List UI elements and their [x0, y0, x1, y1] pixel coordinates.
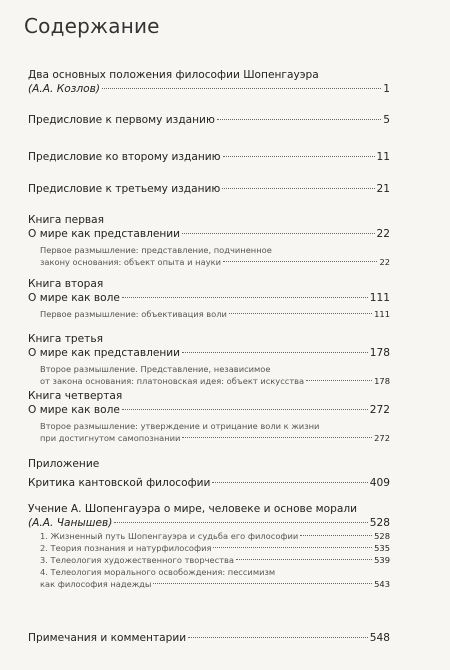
page-number: 21 — [376, 183, 390, 195]
toc-entry-chanyshev — [28, 503, 390, 618]
toc-entry-text: Примечания и комментарии — [28, 632, 187, 644]
page-number: 409 — [369, 477, 390, 489]
page-number: 22 — [379, 257, 390, 267]
leader-dots — [102, 88, 381, 89]
toc-entry-text: Учение А. Шопенгауэра о мире, человеке и основе морали — [28, 503, 358, 515]
leader-dots — [153, 583, 372, 584]
toc-book-3 — [28, 333, 390, 385]
page-number: 528 — [374, 531, 390, 541]
toc-entry-text: Предисловие к первому изданию — [28, 114, 215, 126]
sub-entry-text: Первое размышление: объективация воли — [40, 309, 227, 319]
leader-dots — [212, 482, 367, 483]
book-heading: Книга третья — [28, 333, 103, 345]
leader-dots — [188, 637, 368, 638]
leader-dots — [122, 409, 368, 410]
leader-dots — [223, 261, 377, 262]
sub-entry-text: Второе размышление. Представление, независимое — [40, 364, 271, 374]
sub-entry-text: 3. Телеология художественного творчества — [40, 555, 235, 565]
leader-dots — [306, 380, 372, 381]
page-number: 22 — [376, 228, 390, 240]
book-title: О мире как представлении — [28, 347, 181, 359]
sub-entry-text: Первое размышление: представление, подчиненное — [40, 245, 272, 255]
toc-book-2 — [28, 278, 390, 318]
leader-dots — [182, 233, 374, 234]
toc-appendix — [28, 458, 390, 490]
toc-entry-preface-3 — [28, 183, 390, 199]
page-number: 111 — [369, 292, 390, 304]
page-number: 178 — [374, 376, 390, 386]
page-number: 1 — [383, 83, 390, 95]
leader-dots — [122, 297, 368, 298]
appendix-title: Критика кантовской философии — [28, 477, 211, 489]
leader-dots — [222, 188, 374, 189]
page-title: Содержание — [24, 14, 160, 38]
book-heading: Книга первая — [28, 214, 105, 226]
sub-entry-text: как философия надежды — [40, 579, 152, 589]
page-number: 11 — [376, 151, 390, 163]
sub-entry-text: от закона основания: платоновская идея: объект искусства — [40, 376, 305, 386]
sub-entry-text: 2. Теория познания и натурфилософия — [40, 543, 212, 553]
toc-entry-preface-1 — [28, 114, 390, 130]
toc-book-4 — [28, 390, 390, 442]
toc-entry-kozlov — [28, 69, 390, 99]
toc-entry-preface-2 — [28, 151, 390, 167]
sub-entry-text: при достигнутом самопознании — [40, 433, 181, 443]
appendix-heading: Приложение — [28, 458, 100, 470]
page-number: 539 — [374, 555, 390, 565]
page-number: 535 — [374, 543, 390, 553]
page-number: 5 — [383, 114, 390, 126]
toc-entry-text: Два основных положения философии Шопенгауэра — [28, 69, 319, 81]
page-number: 272 — [369, 404, 390, 416]
leader-dots — [217, 119, 381, 120]
sub-entry-text: 1. Жизненный путь Шопенгауэра и судьба его философии — [40, 531, 299, 541]
page-number: 543 — [374, 579, 390, 589]
book-title: О мире как воле — [28, 404, 120, 416]
book-heading: Книга вторая — [28, 278, 104, 290]
leader-dots — [213, 547, 372, 548]
leader-dots — [182, 352, 368, 353]
toc-entry-text: Предисловие к третьему изданию — [28, 183, 221, 195]
book-heading: Книга четвертая — [28, 390, 123, 402]
toc-entry-author: (А.А. Чанышев) — [28, 517, 113, 529]
sub-entry-text: закону основания: объект опыта и науки — [40, 257, 222, 267]
page-number: 548 — [369, 632, 390, 644]
leader-dots — [182, 437, 372, 438]
toc-entry-author: (А.А. Козлов) — [28, 83, 100, 95]
page-number: 178 — [369, 347, 390, 359]
toc-entry-text: Предисловие ко второму изданию — [28, 151, 221, 163]
sub-entry-text: Второе размышление: утверждение и отрицание воли к жизни — [40, 421, 320, 431]
leader-dots — [114, 522, 367, 523]
page-number: 111 — [374, 309, 390, 319]
leader-dots — [300, 535, 372, 536]
book-title: О мире как воле — [28, 292, 120, 304]
book-title: О мире как представлении — [28, 228, 181, 240]
leader-dots — [223, 156, 375, 157]
sub-entry-text: 4. Телеология морального освобождения: пессимизм — [40, 567, 276, 577]
toc-entry-notes — [28, 632, 390, 648]
leader-dots — [236, 559, 372, 560]
toc-book-1 — [28, 214, 390, 267]
page-number: 272 — [374, 433, 390, 443]
leader-dots — [229, 313, 372, 314]
page-number: 528 — [369, 517, 390, 529]
